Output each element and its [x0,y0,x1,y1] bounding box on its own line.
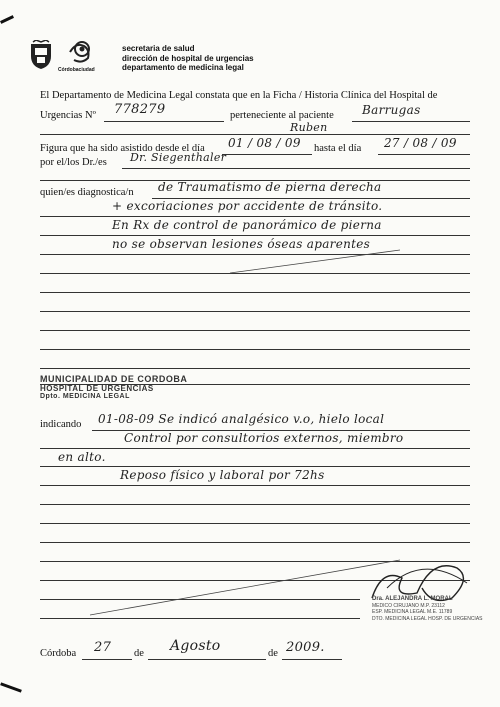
footer-month-line [148,659,266,660]
signature-line-2: MEDICO CIRUJANO M.P. 23112 [372,602,445,609]
diagnostica-label: quien/es diagnostica/n [40,187,134,198]
date-to: 27 / 08 / 09 [384,136,457,150]
indication-text-4: Reposo físico y laboral por 72hs [120,468,325,482]
diagnosis-text-3: En Rx de control de panorámico de pierna [112,218,382,232]
signature-line-1: Dra. ALEJANDRA L. MORAL [372,596,453,602]
header-line-2: dirección de hospital de urgencias [122,53,254,63]
footer-month: Agosto [170,638,221,654]
footer-day: 27 [94,640,112,655]
header-line-3: departamento de medicina legal [122,63,244,72]
signature-line-4: DTO. MEDICINA LEGAL HOSP. DE URGENCIAS [372,615,483,622]
intro-text: El Departamento de Medicina Legal constata que en la Ficha / Historia Clínica del Hospital de [40,90,438,101]
urgencias-label: Urgencias Nº [40,110,96,121]
logo-caption: Córdobaciudad [58,67,95,73]
signature-line-3: ESP. MEDICINA LEGAL M.E. 11789 [372,609,453,615]
footer-de-2: de [268,648,278,659]
stamp-line-3: Dpto. MEDICINA LEGAL [40,393,130,400]
date-from: 01 / 08 / 09 [228,136,301,150]
indicando-label: indicando [40,419,82,430]
urgencias-number: 778279 [114,102,166,117]
indication-text-3: en alto. [58,450,106,464]
perteneciente-label: perteneciente al paciente [230,110,334,121]
footer-day-line [82,659,132,660]
indication-text-1: 01-08-09 Se indicó analgésico v.o, hielo local [98,412,385,426]
footer-year: 2009. [286,640,325,655]
patient-name: Ruben [290,121,328,134]
figura-label: Figura que ha sido asistido desde el día [40,143,205,154]
footer-year-line [282,659,342,660]
header-line-1: secretaria de salud [122,44,195,53]
stamp-line-2: HOSPITAL DE URGENCIAS [40,384,154,393]
doctor-name: Dr. Siegenthaler [130,151,227,164]
por-label: por el/los Dr./es [40,157,107,168]
diagnosis-text-4: no se observan lesiones óseas aparentes [112,237,371,251]
patient-surname: Barrugas [362,103,421,117]
signature-stamp [372,596,483,622]
diagnosis-text-1: de Traumatismo de pierna derecha [158,180,382,194]
diagnosis-text-2: + excoriaciones por accidente de tránsito. [112,199,383,213]
footer-de-1: de [134,648,144,659]
footer-city: Córdoba [40,648,77,659]
stamp-line-1: MUNICIPALIDAD DE CORDOBA [40,374,188,384]
hasta-label: hasta el día [314,143,362,154]
indication-text-2: Control por consultorios externos, miembro [124,431,404,445]
